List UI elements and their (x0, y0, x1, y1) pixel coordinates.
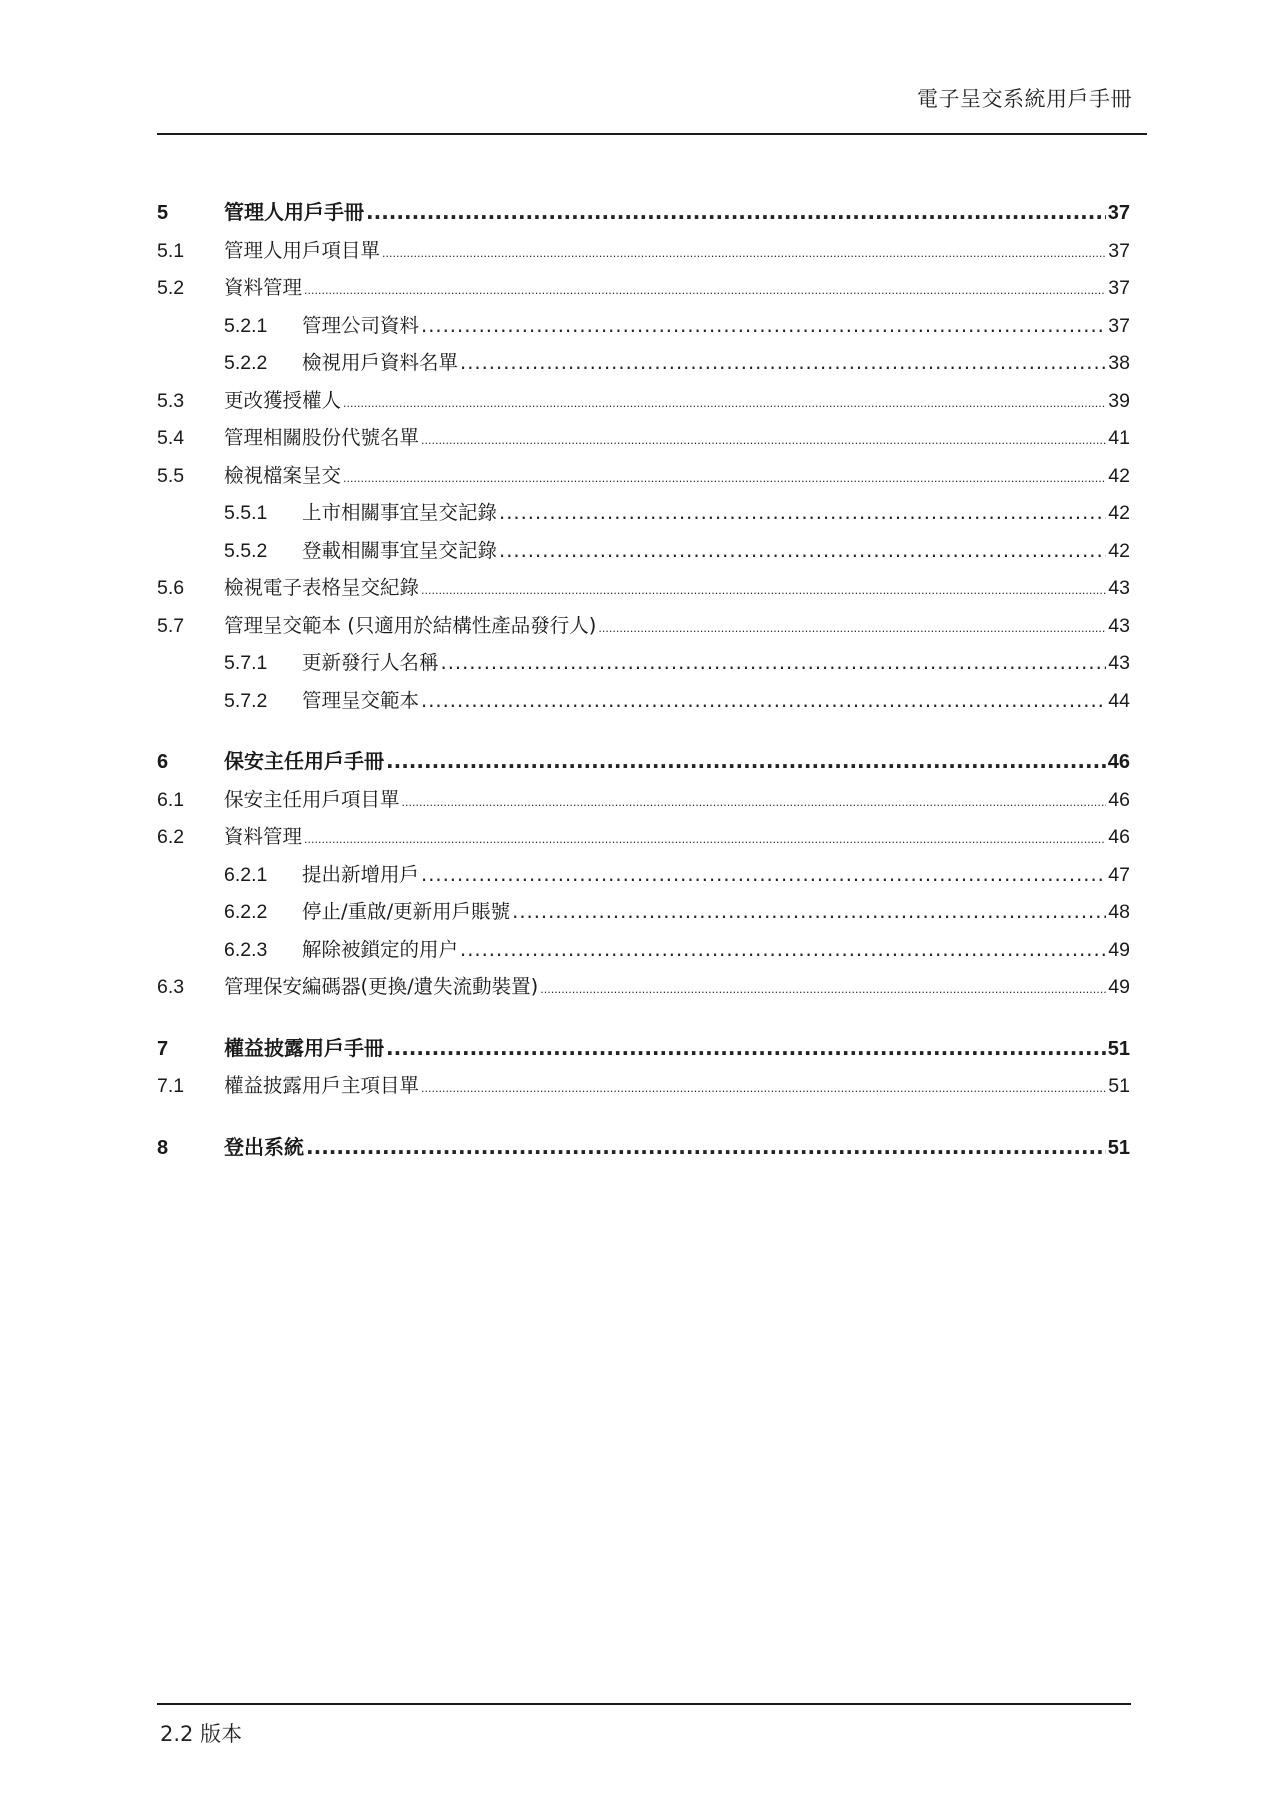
toc-entry-page-number: 43 (1108, 652, 1130, 674)
document-header-title: 電子呈交系統用戶手冊 (917, 87, 1132, 111)
toc-entry-page-number: 37 (1107, 202, 1130, 224)
toc-entry[interactable] (157, 607, 1130, 645)
toc-dot-leader (540, 971, 1106, 1009)
toc-entry-number: 8 (157, 1136, 169, 1159)
toc-entry[interactable] (157, 532, 1130, 570)
toc-dot-leader (386, 1030, 1106, 1068)
toc-entry-title: 登載相關事宜呈交記錄 (302, 538, 498, 562)
toc-entry-number: 6.2 (157, 826, 185, 848)
toc-entry-page-number: 46 (1108, 788, 1130, 811)
toc-dot-leader (402, 784, 1107, 822)
toc-entry-title: 權益披露用戶主項目單 (224, 1074, 420, 1097)
toc-dot-leader (421, 307, 1106, 345)
toc-dot-leader (421, 856, 1106, 894)
toc-dot-leader (421, 682, 1106, 720)
toc-entry-title: 保安主任用戶項目單 (224, 787, 400, 811)
toc-entry-number: 6.2.1 (224, 863, 268, 886)
toc-entry-number: 7 (157, 1037, 169, 1060)
toc-entry-page-number: 41 (1108, 427, 1130, 449)
toc-entry-page-number: 44 (1108, 689, 1130, 712)
toc-entry-number: 5.5.2 (224, 539, 268, 562)
toc-entry-number: 6.2.3 (224, 938, 268, 961)
toc-entry[interactable] (157, 269, 1130, 307)
toc-entry-page-number: 47 (1108, 863, 1130, 886)
toc-entry-number: 5.2.1 (224, 314, 268, 337)
toc-dot-leader (343, 460, 1106, 498)
toc-entry[interactable] (157, 644, 1130, 682)
toc-entry-number: 5.5.1 (224, 502, 268, 524)
toc-entry-title: 檢視用戶資料名單 (302, 351, 459, 374)
toc-entry-title: 管理保安編碼器(更換/遺失流動裝置) (224, 975, 539, 998)
toc-entry-title: 登出系統 (224, 1134, 304, 1159)
toc-entry[interactable] (157, 856, 1130, 894)
toc-entry-title: 管理人用戶手冊 (224, 200, 364, 224)
toc-entry[interactable] (157, 781, 1130, 819)
toc-dot-leader (512, 893, 1106, 931)
toc-entry-page-number: 51 (1108, 1075, 1130, 1097)
toc-dot-leader (441, 644, 1107, 682)
toc-entry-number: 5.7 (157, 614, 185, 637)
toc-entry-number: 5.7.1 (224, 652, 268, 674)
header-divider (157, 133, 1147, 135)
toc-entry-page-number: 42 (1108, 502, 1130, 524)
toc-entry-page-number: 43 (1108, 577, 1130, 599)
toc-entry-title: 檢視電子表格呈交紀錄 (224, 576, 420, 599)
toc-entry-page-number: 42 (1108, 464, 1130, 487)
toc-entry[interactable] (157, 419, 1130, 457)
toc-entry-page-number: 38 (1108, 352, 1130, 374)
toc-entry-page-number: 37 (1108, 277, 1130, 299)
toc-entry-title: 權益披露用戶手冊 (224, 1035, 384, 1060)
toc-dot-leader (304, 272, 1106, 310)
toc-entry-title: 資料管理 (224, 825, 303, 848)
toc-entry[interactable] (157, 1129, 1130, 1167)
toc-entry[interactable] (157, 382, 1130, 420)
section-spacer (157, 1006, 1130, 1030)
toc-dot-leader (499, 532, 1106, 570)
toc-entry[interactable] (157, 682, 1130, 720)
toc-entry-number: 5.2.2 (224, 352, 268, 374)
toc-entry-page-number: 51 (1107, 1136, 1130, 1159)
toc-dot-leader (460, 344, 1106, 382)
toc-entry[interactable] (157, 307, 1130, 345)
toc-entry[interactable] (157, 931, 1130, 969)
toc-entry-number: 5.4 (157, 427, 185, 449)
toc-dot-leader (366, 194, 1106, 232)
toc-entry[interactable] (157, 1030, 1130, 1068)
footer-divider (157, 1703, 1131, 1705)
toc-entry[interactable] (157, 457, 1130, 495)
toc-entry-title: 保安主任用戶手冊 (224, 749, 384, 773)
toc-entry-number: 5.7.2 (224, 689, 268, 712)
toc-dot-leader (304, 821, 1106, 859)
footer-version: 2.2 版本 (160, 1722, 243, 1746)
toc-entry-page-number: 48 (1108, 901, 1130, 923)
toc-dot-leader (382, 235, 1106, 273)
toc-entry-page-number: 39 (1108, 389, 1130, 412)
toc-entry-number: 6.2.2 (224, 901, 268, 923)
toc-dot-leader (386, 743, 1106, 781)
toc-entry-title: 管理公司資料 (302, 313, 420, 337)
toc-entry-title: 停止/重啟/更新用戶賬號 (302, 900, 511, 923)
toc-entry-title: 更新發行人名稱 (302, 651, 439, 674)
toc-entry-page-number: 49 (1108, 938, 1130, 961)
toc-dot-leader (343, 385, 1106, 423)
toc-entry-number: 5.1 (157, 239, 185, 262)
toc-entry-number: 5.2 (157, 277, 185, 299)
toc-entry-page-number: 43 (1108, 614, 1130, 637)
toc-entry-title: 資料管理 (224, 276, 303, 299)
toc-entry-title: 管理人用戶項目單 (224, 238, 381, 262)
toc-dot-leader (460, 931, 1106, 969)
toc-entry-number: 5.6 (157, 577, 185, 599)
toc-dot-leader (598, 610, 1106, 648)
toc-entry[interactable] (157, 494, 1130, 532)
toc-entry-page-number: 51 (1107, 1037, 1130, 1060)
toc-entry-page-number: 49 (1108, 976, 1130, 998)
toc-entry-number: 5.3 (157, 389, 185, 412)
toc-entry-number: 5.5 (157, 464, 185, 487)
toc-entry-number: 5 (157, 202, 169, 224)
toc-entry-title: 管理呈交範本 (只適用於結構性產品發行人) (224, 613, 597, 637)
toc-entry-number: 6 (157, 751, 169, 773)
toc-entry[interactable] (157, 743, 1130, 781)
toc-entry-title: 檢視檔案呈交 (224, 463, 342, 487)
toc-entry-number: 7.1 (157, 1075, 185, 1097)
toc-entry-page-number: 37 (1108, 239, 1130, 262)
toc-entry[interactable] (157, 194, 1130, 232)
toc-dot-leader (499, 494, 1106, 532)
section-spacer (157, 1105, 1130, 1129)
toc-entry[interactable] (157, 968, 1130, 1006)
table-of-contents (157, 194, 1130, 1166)
toc-entry-page-number: 37 (1108, 314, 1130, 337)
toc-entry[interactable] (157, 569, 1130, 607)
toc-entry-title: 管理相關股份代號名單 (224, 426, 420, 449)
toc-entry[interactable] (157, 818, 1130, 856)
toc-entry-page-number: 46 (1108, 826, 1130, 848)
toc-dot-leader (421, 422, 1106, 460)
toc-entry-title: 更改獲授權人 (224, 388, 342, 412)
toc-entry[interactable] (157, 1067, 1130, 1105)
toc-entry-page-number: 46 (1107, 751, 1130, 773)
toc-entry-number: 6.3 (157, 976, 185, 998)
toc-entry-number: 6.1 (157, 788, 185, 811)
section-spacer (157, 719, 1130, 743)
toc-entry[interactable] (157, 344, 1130, 382)
toc-entry-title: 管理呈交範本 (302, 688, 420, 712)
toc-entry-title: 提出新增用戶 (302, 862, 420, 886)
toc-entry-title: 解除被鎖定的用户 (302, 937, 459, 961)
toc-dot-leader (421, 1070, 1106, 1108)
toc-entry-title: 上市相關事宜呈交記錄 (302, 501, 498, 524)
toc-entry-page-number: 42 (1108, 539, 1130, 562)
toc-entry[interactable] (157, 232, 1130, 270)
toc-dot-leader (306, 1129, 1106, 1167)
toc-entry[interactable] (157, 893, 1130, 931)
toc-dot-leader (421, 572, 1106, 610)
